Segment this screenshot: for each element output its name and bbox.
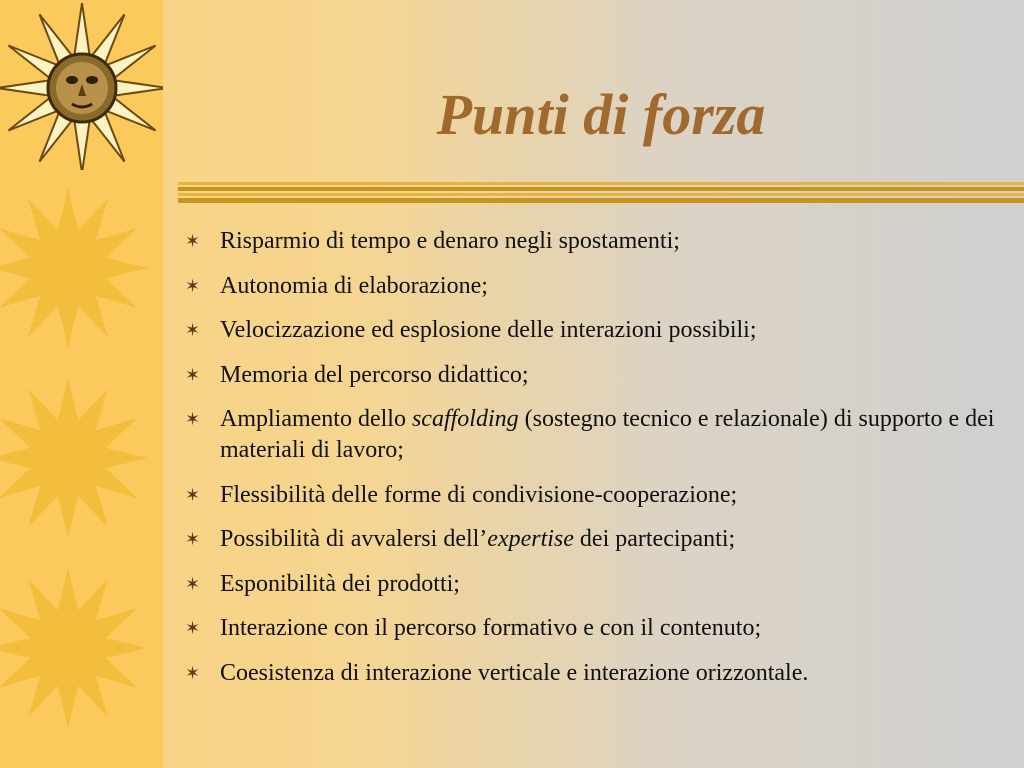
bullet-item: ✶ Memoria del percorso didattico; — [185, 360, 1005, 391]
bullet-item: ✶ Coesistenza di interazione verticale e interazione orizzontale. — [185, 658, 1005, 689]
bullet-item: ✶ Interazione con il percorso formativo e con il contenuto; — [185, 613, 1005, 644]
bullet-star-icon: ✶ — [185, 364, 201, 385]
bullet-star-icon: ✶ — [185, 529, 201, 549]
sun-face-icon — [0, 0, 163, 170]
decorative-sidebar — [0, 0, 163, 768]
bullet-star-icon: ✶ — [185, 484, 201, 505]
bullet-list — [185, 226, 1005, 702]
bullet-item: ✶ Velocizzazione ed esplosione delle interazioni possibili; — [185, 315, 1005, 346]
sun-icon — [0, 370, 163, 545]
bullet-star-icon: ✶ — [185, 231, 201, 251]
bullet-item: ✶ Flessibilità delle forme di condivisione-cooperazione; — [185, 480, 1005, 511]
bullet-item: ✶ Risparmio di tempo e denaro negli spostamenti; — [185, 226, 1005, 257]
slide-title: Punti di forza — [436, 82, 766, 147]
bullet-star-icon: ✶ — [185, 573, 201, 594]
sun-icon — [0, 560, 163, 735]
sun-icon — [0, 180, 163, 355]
bullet-item: ✶ Autonomia di elaborazione; — [185, 271, 1005, 302]
bullet-star-icon: ✶ — [185, 275, 201, 296]
bullet-star-icon: ✶ — [185, 409, 201, 429]
bullet-star-icon: ✶ — [185, 320, 201, 340]
bullet-star-icon: ✶ — [185, 618, 201, 638]
bullet-item: ✶ Ampliamento dello scaffolding (sostegno tecnico e relazionale) di supporto e dei materiali di lavoro; — [185, 406, 995, 463]
bullet-item: ✶ Esponibilità dei prodotti; — [185, 569, 1005, 600]
bullet-item: ✶ Possibilità di avvalersi dell’expertise dei partecipanti; — [185, 524, 1005, 555]
title-divider — [178, 182, 1024, 206]
bullet-star-icon: ✶ — [185, 662, 201, 683]
